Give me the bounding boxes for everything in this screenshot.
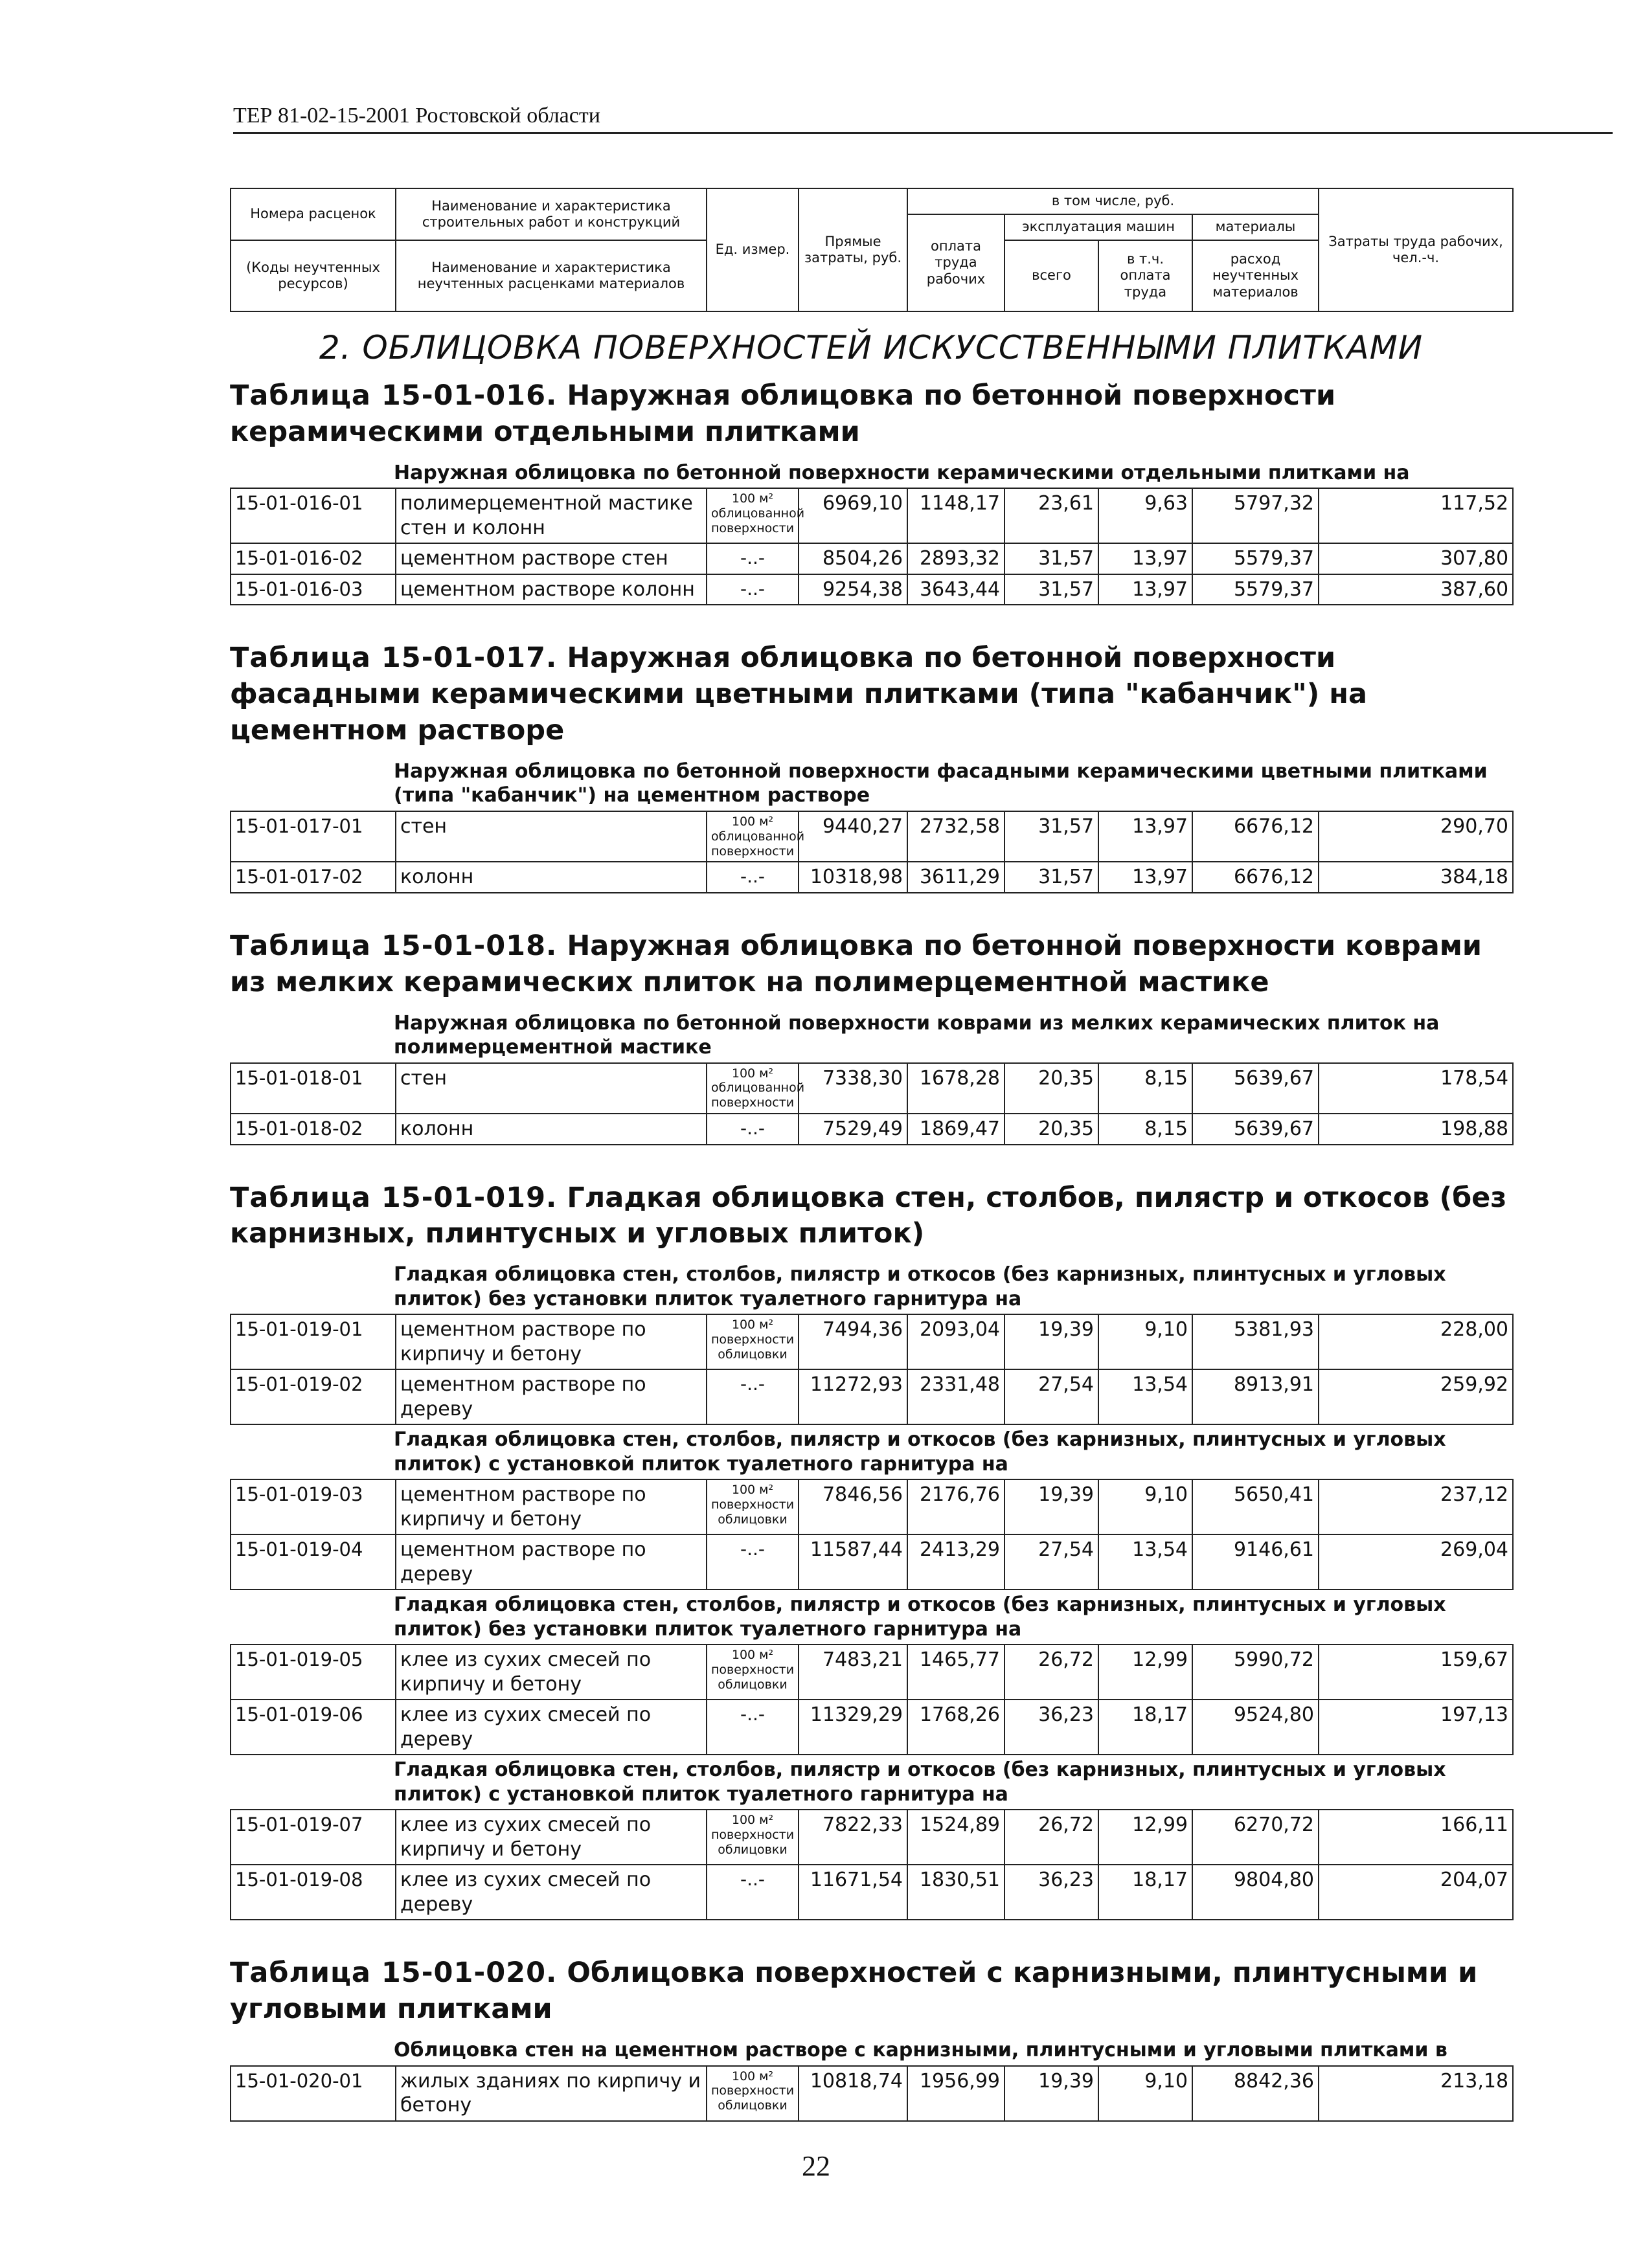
rate-code: 15-01-019-07 <box>231 1810 396 1865</box>
wages-cost: 1869,47 <box>907 1114 1004 1145</box>
work-name: клее из сухих смесей по дереву <box>396 1700 707 1755</box>
direct-cost: 7494,36 <box>799 1314 907 1369</box>
group-heading-row <box>231 1424 1513 1479</box>
machines-cost: 20,35 <box>1004 1063 1098 1114</box>
machines-wages-cost: 9,10 <box>1098 1479 1192 1534</box>
work-name: стен <box>396 1063 707 1114</box>
table-title-text: Гладкая облицовка стен, столбов, пилястр и откосов (без карнизных, плинтусных и угловых плиток) <box>230 1181 1507 1250</box>
col-code: Номера расценок <box>231 188 396 240</box>
labor-hours: 178,54 <box>1319 1063 1513 1114</box>
materials-cost: 6676,12 <box>1192 811 1319 862</box>
page-number: 22 <box>802 2150 830 2182</box>
table-row <box>231 543 1513 574</box>
wages-cost: 3643,44 <box>907 574 1004 605</box>
group-heading: Гладкая облицовка стен, столбов, пилястр и откосов (без карнизных, плинтусных и угловых плиток) с установкой плиток туалетного гарнитура на <box>231 1755 1513 1810</box>
work-name: цементном растворе колонн <box>396 574 707 605</box>
machines-wages-cost: 13,97 <box>1098 574 1192 605</box>
wages-cost: 2732,58 <box>907 811 1004 862</box>
tables-container <box>230 378 1512 2122</box>
work-name: цементном растворе стен <box>396 543 707 574</box>
table-row <box>231 1534 1513 1589</box>
direct-cost: 8504,26 <box>799 543 907 574</box>
machines-wages-cost: 18,17 <box>1098 1865 1192 1920</box>
group-heading: Наружная облицовка по бетонной поверхности керамическими отдельными плитками на <box>231 458 1513 489</box>
labor-hours: 213,18 <box>1319 2066 1513 2121</box>
table-row <box>231 811 1513 862</box>
col-machines-total: всего <box>1004 240 1098 311</box>
materials-cost: 5797,32 <box>1192 488 1319 543</box>
col-name: Наименование и характеристика строительных работ и конструкций <box>396 188 707 240</box>
unit: 100 м² поверхности облицовки <box>707 2066 799 2121</box>
machines-wages-cost: 13,97 <box>1098 811 1192 862</box>
group-heading-row <box>231 757 1513 811</box>
wages-cost: 1830,51 <box>907 1865 1004 1920</box>
machines-cost: 19,39 <box>1004 1479 1098 1534</box>
labor-hours: 384,18 <box>1319 862 1513 893</box>
table-row <box>231 1645 1513 1700</box>
table-row <box>231 1314 1513 1369</box>
direct-cost: 11671,54 <box>799 1865 907 1920</box>
labor-hours: 237,12 <box>1319 1479 1513 1534</box>
rate-code: 15-01-019-04 <box>231 1534 396 1589</box>
direct-cost: 11587,44 <box>799 1534 907 1589</box>
table-title <box>230 1180 1512 1253</box>
page-header: ТЕР 81-02-15-2001 Ростовской области <box>233 104 1613 134</box>
materials-cost: 9804,80 <box>1192 1865 1319 1920</box>
materials-cost: 6676,12 <box>1192 862 1319 893</box>
section-title: 2. ОБЛИЦОВКА ПОВЕРХНОСТЕЙ ИСКУССТВЕННЫМИ ПЛИТКАМИ <box>319 329 1424 366</box>
unit: 100 м² поверхности облицовки <box>707 1645 799 1700</box>
work-name: цементном растворе по дереву <box>396 1534 707 1589</box>
group-heading: Облицовка стен на цементном растворе с карнизными, плинтусными и угловыми плитками в <box>231 2036 1513 2066</box>
direct-cost: 7846,56 <box>799 1479 907 1534</box>
work-name: колонн <box>396 862 707 893</box>
machines-wages-cost: 18,17 <box>1098 1700 1192 1755</box>
rate-code: 15-01-019-01 <box>231 1314 396 1369</box>
machines-cost: 36,23 <box>1004 1865 1098 1920</box>
table-title-text: Наружная облицовка по бетонной поверхности фасадными керамическими цветными плитками (типа "кабанчик") на цементном растворе <box>230 642 1367 747</box>
materials-cost: 5579,37 <box>1192 574 1319 605</box>
labor-hours: 259,92 <box>1319 1369 1513 1424</box>
table-title-text: Наружная облицовка по бетонной поверхности коврами из мелких керамических плиток на полимерцементной мастике <box>230 929 1482 998</box>
unit: -..- <box>707 574 799 605</box>
wages-cost: 1768,26 <box>907 1700 1004 1755</box>
materials-cost: 9146,61 <box>1192 1534 1319 1589</box>
direct-cost: 10318,98 <box>799 862 907 893</box>
rates-table <box>230 1260 1514 1920</box>
machines-cost: 31,57 <box>1004 574 1098 605</box>
rate-code: 15-01-019-05 <box>231 1645 396 1700</box>
col-machines-wages: в т.ч. оплата труда <box>1098 240 1192 311</box>
direct-cost: 6969,10 <box>799 488 907 543</box>
col-wages: оплата труда рабочих <box>907 214 1004 311</box>
wages-cost: 1678,28 <box>907 1063 1004 1114</box>
unit: 100 м² облицованной поверхности <box>707 488 799 543</box>
rate-code: 15-01-017-01 <box>231 811 396 862</box>
group-heading-row <box>231 2036 1513 2066</box>
direct-cost: 11329,29 <box>799 1700 907 1755</box>
work-name: жилых зданиях по кирпичу и бетону <box>396 2066 707 2121</box>
machines-wages-cost: 8,15 <box>1098 1114 1192 1145</box>
table-title <box>230 928 1512 1001</box>
wages-cost: 1465,77 <box>907 1645 1004 1700</box>
labor-hours: 166,11 <box>1319 1810 1513 1865</box>
table-block <box>230 928 1512 1145</box>
work-name: клее из сухих смесей по дереву <box>396 1865 707 1920</box>
unit: 100 м² поверхности облицовки <box>707 1810 799 1865</box>
table-number: Таблица 15-01-016. <box>230 379 558 412</box>
machines-wages-cost: 12,99 <box>1098 1645 1192 1700</box>
rate-code: 15-01-020-01 <box>231 2066 396 2121</box>
machines-wages-cost: 13,97 <box>1098 862 1192 893</box>
col-materials-sub: расход неучтенных материалов <box>1192 240 1319 311</box>
machines-cost: 31,57 <box>1004 543 1098 574</box>
work-name: цементном растворе по кирпичу и бетону <box>396 1479 707 1534</box>
unit: -..- <box>707 1534 799 1589</box>
labor-hours: 117,52 <box>1319 488 1513 543</box>
wages-cost: 2093,04 <box>907 1314 1004 1369</box>
materials-cost: 8913,91 <box>1192 1369 1319 1424</box>
direct-cost: 10818,74 <box>799 2066 907 2121</box>
table-title-text: Облицовка поверхностей с карнизными, плинтусными и угловыми плитками <box>230 1957 1478 2026</box>
table-number: Таблица 15-01-017. <box>230 642 558 675</box>
rate-code: 15-01-016-01 <box>231 488 396 543</box>
work-name: цементном растворе по дереву <box>396 1369 707 1424</box>
rate-code: 15-01-019-06 <box>231 1700 396 1755</box>
wages-cost: 1524,89 <box>907 1810 1004 1865</box>
table-block <box>230 1180 1512 1921</box>
table-row <box>231 1865 1513 1920</box>
unit: 100 м² облицованной поверхности <box>707 1063 799 1114</box>
group-heading: Наружная облицовка по бетонной поверхности коврами из мелких керамических плиток на полимерцементной мастике <box>231 1009 1513 1063</box>
wages-cost: 2176,76 <box>907 1479 1004 1534</box>
labor-hours: 204,07 <box>1319 1865 1513 1920</box>
labor-hours: 307,80 <box>1319 543 1513 574</box>
unit: 100 м² поверхности облицовки <box>707 1314 799 1369</box>
group-heading: Гладкая облицовка стен, столбов, пилястр и откосов (без карнизных, плинтусных и угловых плиток) без установки плиток туалетного гарнитура на <box>231 1589 1513 1645</box>
rate-code: 15-01-016-02 <box>231 543 396 574</box>
rates-table <box>230 757 1514 893</box>
labor-hours: 159,67 <box>1319 1645 1513 1700</box>
rate-code: 15-01-019-02 <box>231 1369 396 1424</box>
machines-wages-cost: 9,63 <box>1098 488 1192 543</box>
labor-hours: 269,04 <box>1319 1534 1513 1589</box>
rate-code: 15-01-019-08 <box>231 1865 396 1920</box>
materials-cost: 5381,93 <box>1192 1314 1319 1369</box>
machines-wages-cost: 13,97 <box>1098 543 1192 574</box>
rate-code: 15-01-016-03 <box>231 574 396 605</box>
group-heading-row <box>231 1009 1513 1063</box>
wages-cost: 2413,29 <box>907 1534 1004 1589</box>
unit: 100 м² поверхности облицовки <box>707 1479 799 1534</box>
direct-cost: 7483,21 <box>799 1645 907 1700</box>
work-name: цементном растворе по кирпичу и бетону <box>396 1314 707 1369</box>
machines-wages-cost: 13,54 <box>1098 1534 1192 1589</box>
col-code-sub: (Коды неучтенных ресурсов) <box>231 240 396 311</box>
machines-cost: 36,23 <box>1004 1700 1098 1755</box>
table-row <box>231 2066 1513 2121</box>
col-materials: материалы <box>1192 214 1319 240</box>
direct-cost: 7822,33 <box>799 1810 907 1865</box>
machines-cost: 31,57 <box>1004 811 1098 862</box>
rate-code: 15-01-017-02 <box>231 862 396 893</box>
machines-cost: 19,39 <box>1004 2066 1098 2121</box>
unit: -..- <box>707 1700 799 1755</box>
machines-cost: 26,72 <box>1004 1645 1098 1700</box>
wages-cost: 1956,99 <box>907 2066 1004 2121</box>
rates-table <box>230 458 1514 606</box>
work-name: стен <box>396 811 707 862</box>
table-title <box>230 640 1512 749</box>
rate-code: 15-01-019-03 <box>231 1479 396 1534</box>
table-block <box>230 1955 1512 2121</box>
machines-cost: 26,72 <box>1004 1810 1098 1865</box>
machines-cost: 27,54 <box>1004 1369 1098 1424</box>
direct-cost: 9254,38 <box>799 574 907 605</box>
table-number: Таблица 15-01-019. <box>230 1181 558 1214</box>
table-row <box>231 862 1513 893</box>
document-body <box>230 188 1512 2157</box>
col-machines: эксплуатация машин <box>1004 214 1192 240</box>
col-labor: Затраты труда рабочих, чел.-ч. <box>1319 188 1513 311</box>
col-name-sub: Наименование и характеристика неучтенных расценками материалов <box>396 240 707 311</box>
table-row <box>231 1063 1513 1114</box>
rate-code: 15-01-018-02 <box>231 1114 396 1145</box>
rates-table <box>230 2036 1514 2122</box>
work-name: колонн <box>396 1114 707 1145</box>
direct-cost: 7529,49 <box>799 1114 907 1145</box>
table-row <box>231 1369 1513 1424</box>
unit: -..- <box>707 1865 799 1920</box>
group-heading-row <box>231 1755 1513 1810</box>
wages-cost: 1148,17 <box>907 488 1004 543</box>
work-name: клее из сухих смесей по кирпичу и бетону <box>396 1645 707 1700</box>
wages-cost: 3611,29 <box>907 862 1004 893</box>
materials-cost: 5639,67 <box>1192 1063 1319 1114</box>
rates-table <box>230 1009 1514 1145</box>
materials-cost: 5650,41 <box>1192 1479 1319 1534</box>
table-block <box>230 640 1512 893</box>
col-direct: Прямые затраты, руб. <box>799 188 907 311</box>
labor-hours: 387,60 <box>1319 574 1513 605</box>
materials-cost: 8842,36 <box>1192 2066 1319 2121</box>
work-name: полимерцементной мастике стен и колонн <box>396 488 707 543</box>
labor-hours: 197,13 <box>1319 1700 1513 1755</box>
machines-cost: 19,39 <box>1004 1314 1098 1369</box>
machines-wages-cost: 8,15 <box>1098 1063 1192 1114</box>
machines-wages-cost: 9,10 <box>1098 1314 1192 1369</box>
table-number: Таблица 15-01-018. <box>230 929 558 962</box>
direct-cost: 9440,27 <box>799 811 907 862</box>
table-row <box>231 1810 1513 1865</box>
machines-wages-cost: 12,99 <box>1098 1810 1192 1865</box>
unit: -..- <box>707 1369 799 1424</box>
materials-cost: 5990,72 <box>1192 1645 1319 1700</box>
labor-hours: 290,70 <box>1319 811 1513 862</box>
unit: 100 м² облицованной поверхности <box>707 811 799 862</box>
direct-cost: 11272,93 <box>799 1369 907 1424</box>
rate-code: 15-01-018-01 <box>231 1063 396 1114</box>
machines-cost: 31,57 <box>1004 862 1098 893</box>
unit: -..- <box>707 862 799 893</box>
unit: -..- <box>707 543 799 574</box>
table-row <box>231 1700 1513 1755</box>
group-heading: Гладкая облицовка стен, столбов, пилястр и откосов (без карнизных, плинтусных и угловых плиток) без установки плиток туалетного гарнитура на <box>231 1260 1513 1314</box>
materials-cost: 6270,72 <box>1192 1810 1319 1865</box>
unit: -..- <box>707 1114 799 1145</box>
table-title <box>230 1955 1512 2028</box>
group-heading-row <box>231 1589 1513 1645</box>
wages-cost: 2331,48 <box>907 1369 1004 1424</box>
group-heading: Гладкая облицовка стен, столбов, пилястр и откосов (без карнизных, плинтусных и угловых плиток) с установкой плиток туалетного гарнитура на <box>231 1424 1513 1479</box>
machines-wages-cost: 13,54 <box>1098 1369 1192 1424</box>
wages-cost: 2893,32 <box>907 543 1004 574</box>
table-row <box>231 1479 1513 1534</box>
machines-cost: 23,61 <box>1004 488 1098 543</box>
machines-cost: 27,54 <box>1004 1534 1098 1589</box>
table-title-text: Наружная облицовка по бетонной поверхности керамическими отдельными плитками <box>230 379 1336 448</box>
table-row <box>231 1114 1513 1145</box>
materials-cost: 5579,37 <box>1192 543 1319 574</box>
col-incl: в том числе, руб. <box>907 188 1319 214</box>
table-row <box>231 488 1513 543</box>
table-number: Таблица 15-01-020. <box>230 1957 558 1990</box>
group-heading: Наружная облицовка по бетонной поверхности фасадными керамическими цветными плитками (типа "кабанчик") на цементном растворе <box>231 757 1513 811</box>
labor-hours: 198,88 <box>1319 1114 1513 1145</box>
col-unit: Ед. измер. <box>707 188 799 311</box>
group-heading-row <box>231 458 1513 489</box>
group-heading-row <box>231 1260 1513 1314</box>
materials-cost: 9524,80 <box>1192 1700 1319 1755</box>
table-block <box>230 378 1512 605</box>
direct-cost: 7338,30 <box>799 1063 907 1114</box>
labor-hours: 228,00 <box>1319 1314 1513 1369</box>
table-title <box>230 378 1512 451</box>
machines-cost: 20,35 <box>1004 1114 1098 1145</box>
machines-wages-cost: 9,10 <box>1098 2066 1192 2121</box>
column-header-table <box>230 188 1514 312</box>
work-name: клее из сухих смесей по кирпичу и бетону <box>396 1810 707 1865</box>
table-row <box>231 574 1513 605</box>
materials-cost: 5639,67 <box>1192 1114 1319 1145</box>
